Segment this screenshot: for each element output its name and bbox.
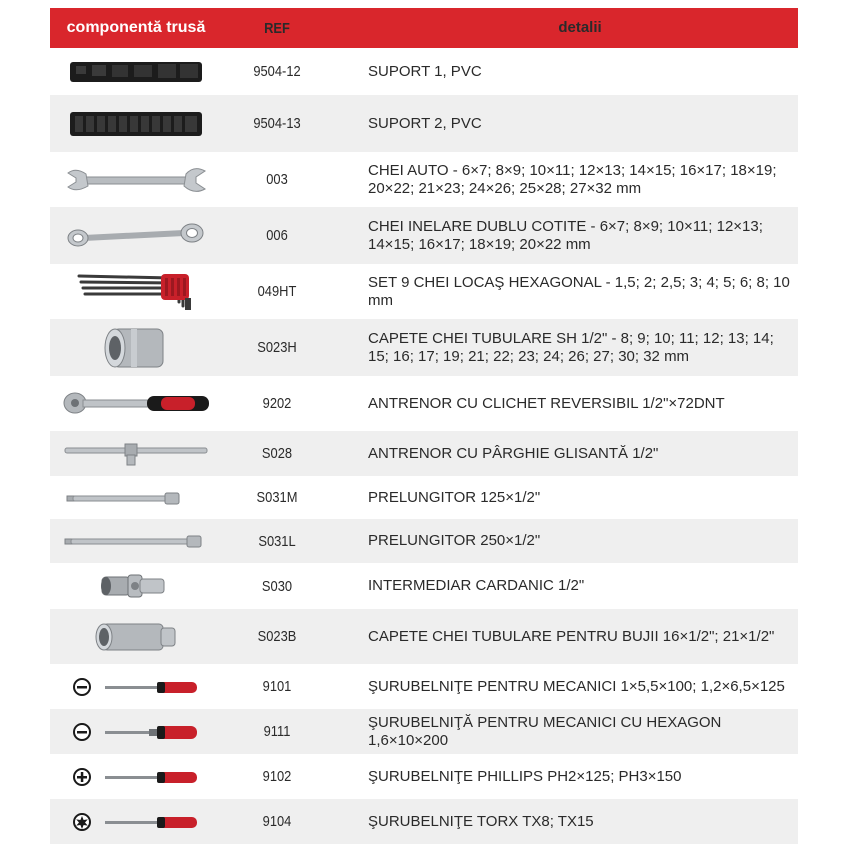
extension-bar-long-icon	[50, 519, 222, 563]
table-row	[50, 264, 798, 319]
row-ref: 9504-12	[253, 63, 301, 80]
row-ref: 9202	[262, 395, 292, 412]
ring-wrench-icon	[50, 207, 222, 264]
row-ref: 9504-13	[253, 115, 301, 132]
sliding-t-bar-icon	[50, 431, 222, 476]
components-table	[50, 8, 798, 844]
pvc-tray-2-icon	[50, 95, 222, 152]
row-details: SET 9 CHEI LOCAŞ HEXAGONAL - 1,5; 2; 2,5; 3; 4; 5; 6; 8; 10 mm	[368, 273, 790, 309]
row-ref: 006	[266, 227, 288, 244]
table-row	[50, 709, 798, 754]
table-row	[50, 754, 798, 799]
row-ref: S030	[261, 577, 293, 595]
header-ref: REF	[264, 19, 290, 37]
row-details: INTERMEDIAR CARDANIC 1/2"	[368, 577, 585, 594]
row-details: ŞURUBELNIŢĂ PENTRU MECANICI CU HEXAGON 1,6×10×200	[368, 713, 722, 749]
row-details: PRELUNGITOR 250×1/2"	[368, 532, 541, 549]
row-details: ANTRENOR CU CLICHET REVERSIBIL 1/2"×72DNT	[368, 394, 725, 412]
row-ref: 049HT	[257, 283, 297, 300]
table-row	[50, 152, 798, 207]
flat-screwdriver-icon	[50, 664, 222, 709]
row-details: ANTRENOR CU PÂRGHIE GLISANTĂ 1/2"	[368, 444, 659, 462]
table-row	[50, 664, 798, 709]
open-end-wrench-icon	[50, 152, 222, 207]
flat-screwdriver-hex-icon	[50, 709, 222, 754]
ratchet-icon	[50, 376, 222, 431]
table-row	[50, 609, 798, 664]
table-row	[50, 563, 798, 609]
table-row	[50, 476, 798, 519]
row-ref: S028	[261, 445, 293, 462]
row-details: ŞURUBELNIŢE TORX TX8; TX15	[368, 812, 594, 830]
row-ref: S031M	[256, 489, 298, 506]
extension-bar-short-icon	[50, 476, 222, 519]
row-ref: S023H	[257, 339, 297, 356]
row-ref: 9111	[263, 723, 291, 740]
row-details: SUPORT 1, PVC	[368, 62, 482, 80]
row-details: CHEI INELARE DUBLU COTITE - 6×7; 8×9; 10×11; 12×13; 14×15; 16×17; 18×19; 20×22 mm	[368, 217, 763, 253]
table-row	[50, 48, 798, 95]
table-row	[50, 431, 798, 476]
row-details: CAPETE CHEI TUBULARE PENTRU BUJII 16×1/2"; 21×1/2"	[368, 627, 775, 645]
row-ref: 9102	[262, 768, 292, 785]
row-ref: 9104	[262, 813, 292, 830]
row-details: CHEI AUTO - 6×7; 8×9; 10×11; 12×13; 14×15; 16×17; 18×19; 20×22; 21×23; 24×26; 25×28; 27×32 mm	[368, 161, 777, 197]
header-component: componentă trusă	[66, 19, 206, 36]
table-row	[50, 95, 798, 152]
socket-icon	[50, 319, 222, 376]
spark-plug-socket-icon	[50, 609, 222, 664]
row-details: ŞURUBELNIŢE PENTRU MECANICI 1×5,5×100; 1,2×6,5×125	[368, 677, 785, 695]
row-details: PRELUNGITOR 125×1/2"	[368, 488, 541, 506]
row-ref: S023B	[257, 628, 297, 645]
phillips-screwdriver-icon	[50, 754, 222, 799]
torx-screwdriver-icon	[50, 799, 222, 844]
universal-joint-icon	[50, 563, 222, 609]
row-ref: 9101	[262, 678, 292, 695]
header-details: detalii	[558, 19, 602, 36]
row-details: ŞURUBELNIŢE PHILLIPS PH2×125; PH3×150	[368, 767, 682, 785]
row-ref: S031L	[258, 532, 296, 550]
table-row	[50, 519, 798, 563]
table-row	[50, 319, 798, 376]
table-header	[50, 8, 798, 48]
table-row	[50, 207, 798, 264]
row-details: SUPORT 2, PVC	[368, 114, 482, 132]
hex-key-set-icon	[50, 264, 222, 319]
table-row	[50, 799, 798, 844]
pvc-tray-1-icon	[50, 48, 222, 95]
row-details: CAPETE CHEI TUBULARE SH 1/2" - 8; 9; 10; 11; 12; 13; 14; 15; 16; 17; 19; 21; 22; 23; 24; 26; 27; 30; 32 mm	[368, 329, 774, 365]
table-row	[50, 376, 798, 431]
row-ref: 003	[266, 171, 288, 188]
